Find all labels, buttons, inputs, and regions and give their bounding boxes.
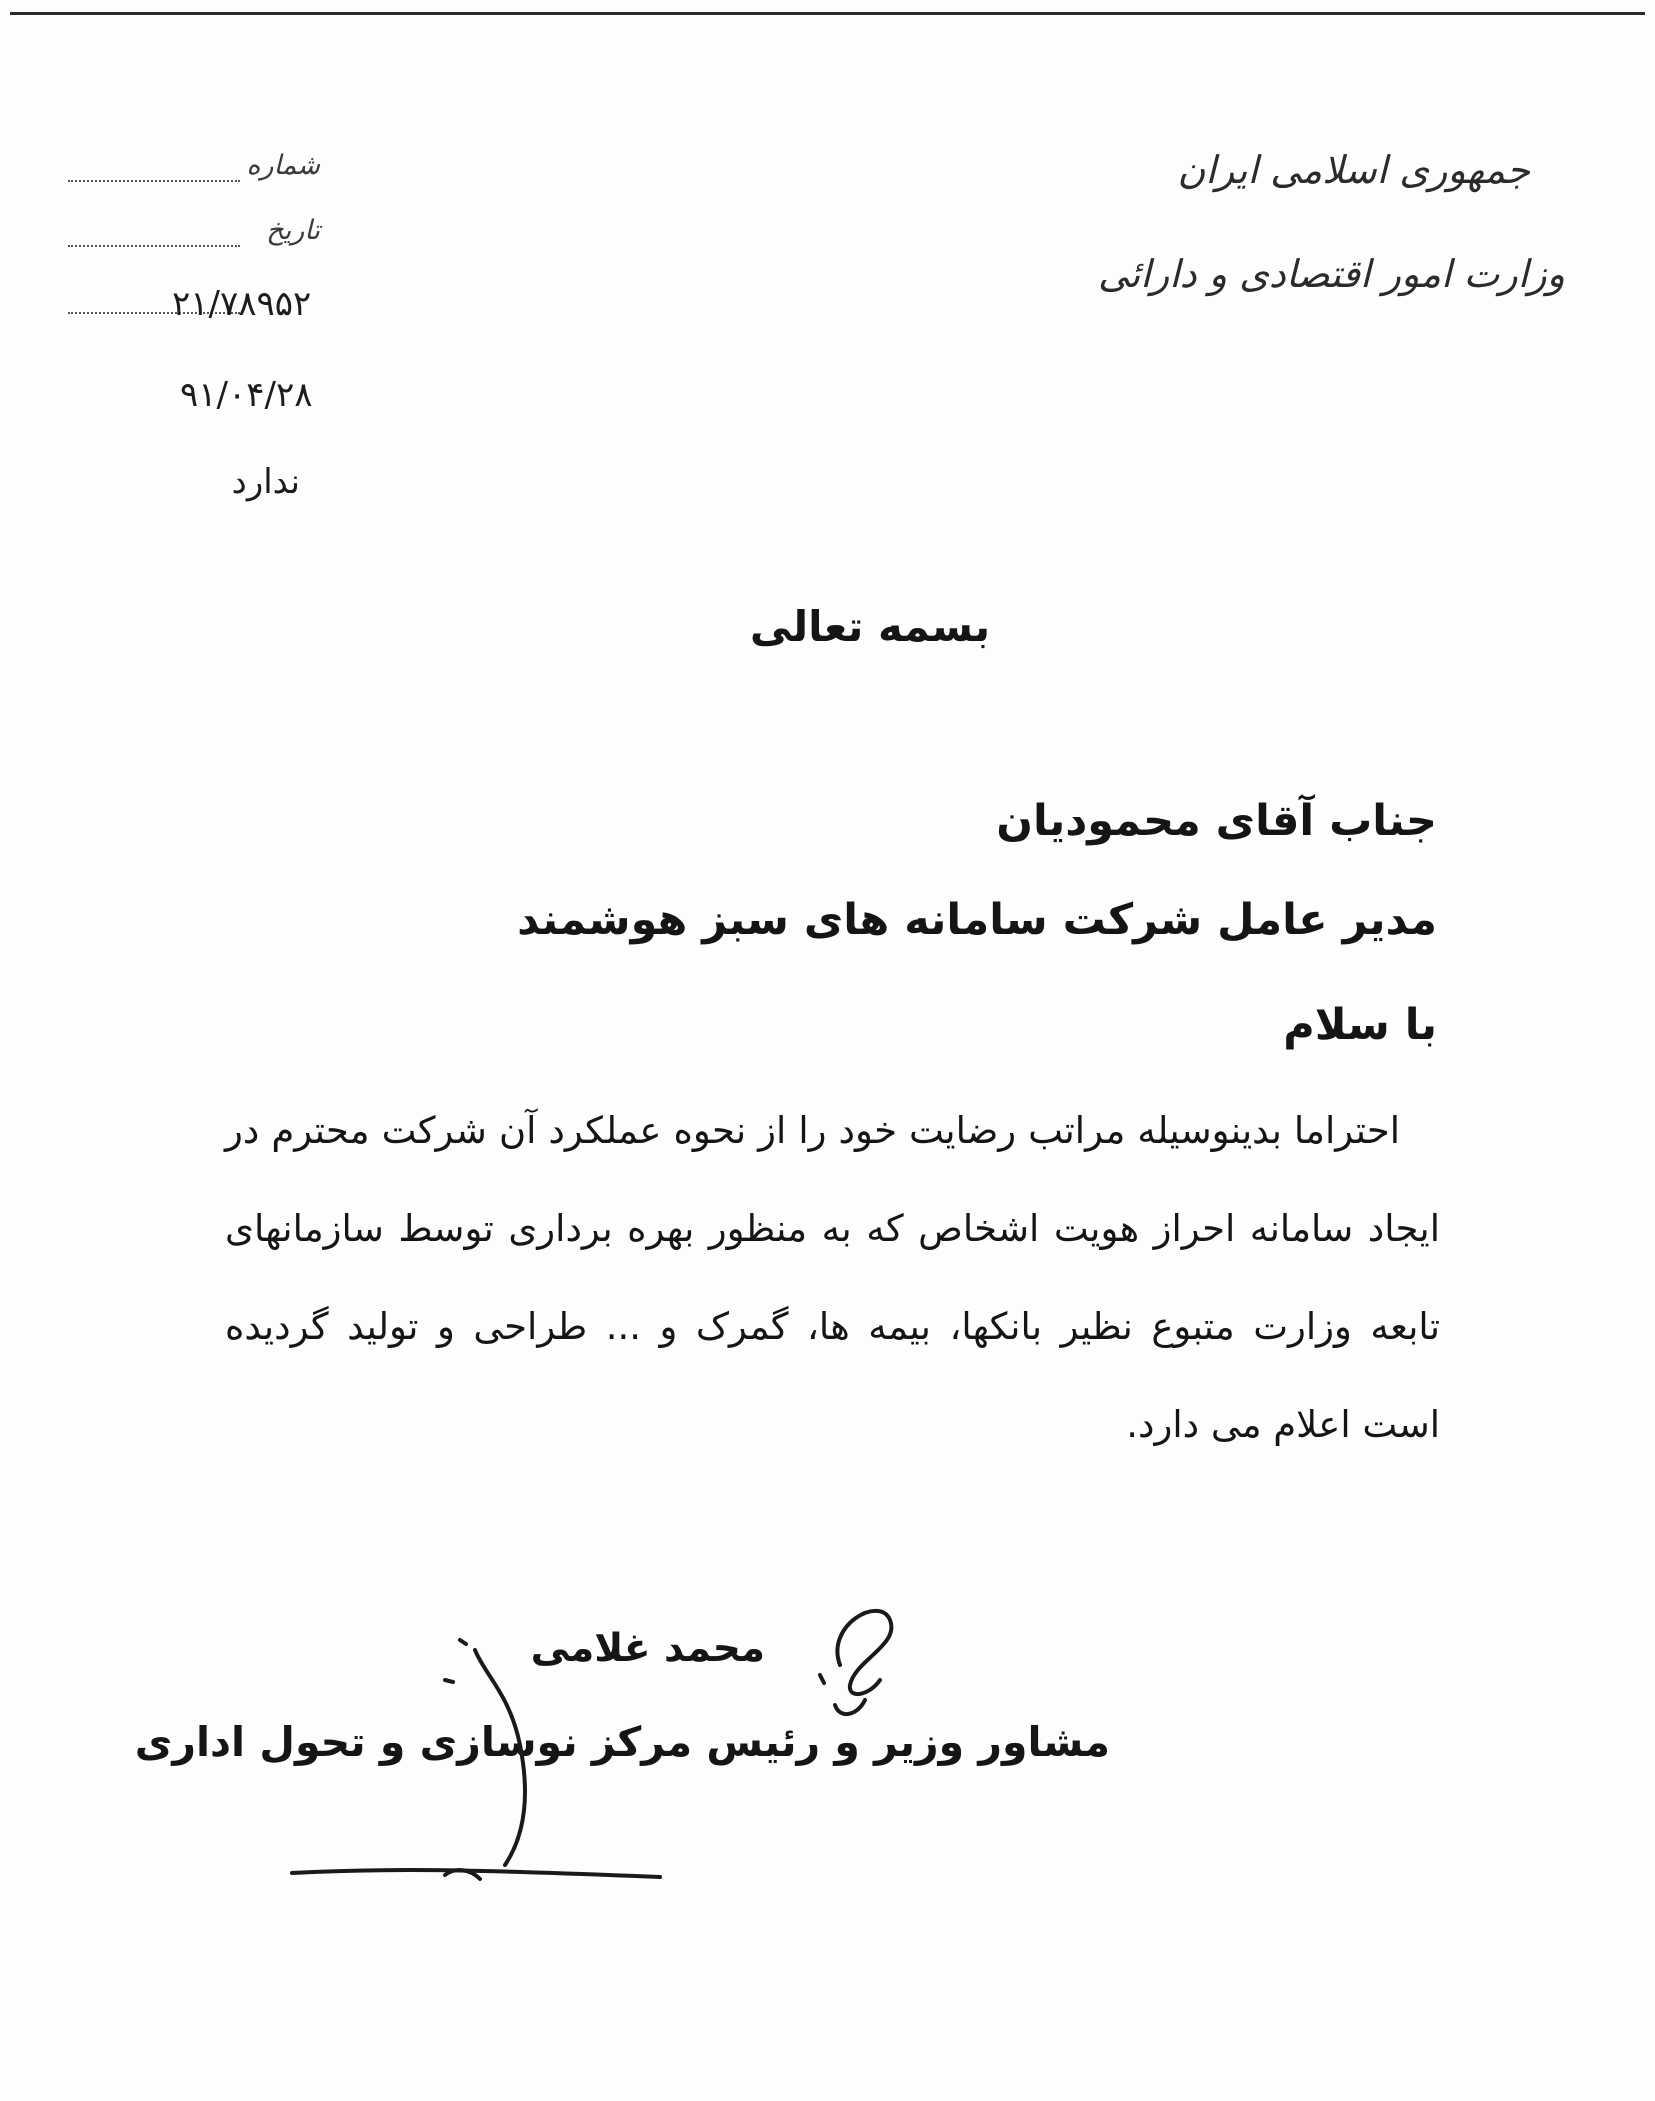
letter-number: ۲۱/۷۸۹۵۲ [172, 284, 312, 324]
date-dotted-line [68, 245, 240, 247]
body-paragraph: احتراما بدینوسیله مراتب رضایت خود را از نحوه عملکرد آن شرکت محترم در ایجاد سامانه احراز هویت اشخاص که به منظور بهره برداری توسط سازمانهای تابعه وزارت متبوع نظیر بانکها، بیمه ها، گمرک و ... طراحی و تولید گردیده است اعلام می دارد. [225, 1109, 1440, 1446]
top-border-line [10, 12, 1645, 15]
number-label: شماره [246, 150, 320, 181]
letterhead-ministry: وزارت امور اقتصادی و دارائی [1098, 252, 1565, 296]
signer-title: مشاور وزیر و رئیس مرکز نوسازی و تحول اداری [134, 1718, 1110, 1766]
greeting: با سلام [1283, 1000, 1437, 1050]
recipient-name: جناب آقای محمودیان [996, 796, 1437, 846]
handwritten-signature [280, 1585, 940, 1885]
letter-attachment: ندارد [231, 462, 300, 502]
date-label: تاریخ [266, 215, 320, 246]
letter-body [225, 1082, 1440, 1474]
recipient-title: مدیر عامل شرکت سامانه های سبز هوشمند [517, 895, 1437, 945]
letter-date: ۹۱/۰۴/۲۸ [180, 375, 313, 415]
letterhead-country: جمهوری اسلامی ایران [1177, 148, 1530, 192]
number-dotted-line [68, 180, 240, 182]
signer-name: محمد غلامی [530, 1626, 765, 1671]
bismillah-heading: بسمه تعالی [749, 602, 991, 651]
